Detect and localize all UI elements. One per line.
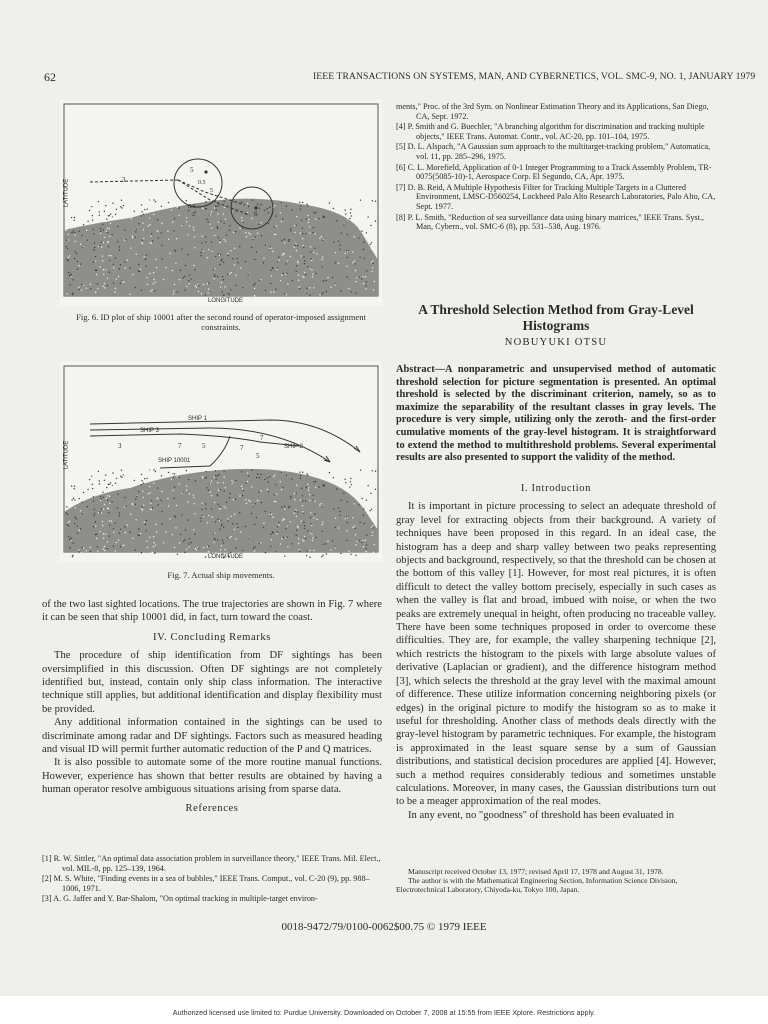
figure-7: [60, 362, 382, 562]
article-author: NOBUYUKI OTSU: [504, 337, 608, 348]
reference-item: [1] R. W. Sittler, "An optimal data association problem in surveillance theory," IEEE Trans. Mil. Elect., vol. MIL-8, pp. 125–139, 1964.: [42, 854, 381, 873]
authorization-notice: Authorized licensed use limited to: Purdue University. Downloaded on October 7, 2008 at 15:55 from IEEE Xplore. Restrictions apply.: [172, 1008, 596, 1017]
figure-6-plot: [60, 100, 382, 306]
figure-6-caption: Fig. 6. ID plot of ship 10001 after the second round of operator-imposed assignment constraints.: [76, 312, 366, 332]
footnote: The author is with the Mathematical Engineering Section, Information Science Division, Electrotechnical Laboratory, Chiyoda-ku, Tokyo 100, Japan.: [396, 876, 678, 895]
left-column: [42, 598, 382, 820]
reference-item: [7] D. B. Reid, A Multiple Hypothesis Filter for Tracking Multiple Targets in a Cluttered Environment, LMSC-D560254, Lockheed Palo Alto Research Laboratories, Palo Alto, CA, Sept. 1977.: [396, 182, 716, 211]
figure-7-y-axis-label: LATITUDE: [63, 440, 70, 470]
section-iv-heading: IV. Concluding Remarks: [152, 631, 272, 643]
figure-6-point-label: 3: [122, 176, 126, 184]
footnote: Manuscript received October 13, 1977; revised April 17, 1978 and August 31, 1978.: [408, 867, 664, 876]
reference-item: [5] D. L. Alspach, "A Gaussian sum approach to the multitarget-tracking problem," Automatica, vol. 11, pp. 285–296, 1975.: [396, 142, 711, 161]
figure-6-y-axis-label: LATITUDE: [63, 178, 70, 208]
right-references: [396, 102, 716, 233]
reference-item: [6] C. L. Morefield, Application of 0-1 Integer Programming to a Track Assembly Problem, TR-0075(5085-10)-1, Aerospace Corp. El Segundo, CA, Apr. 1975.: [396, 162, 712, 182]
figure-7-point-label: 7: [260, 434, 264, 442]
article-abstract: Abstract—A nonparametric and unsupervised method of automatic threshold selection for picture segmentation is presented. An optimal threshold is selected by the discriminant criterion, namely, so as to maximize the separability of the resultant classes in gray levels. The procedure is very simple, utilizing only the zeroth- and the first-order cumulative moments of the gray-level histogram. It is straightforward to extend the method to multithreshold problems. Several experimental results are also presented to support the validity of the method.: [396, 364, 716, 464]
figure-6-x-axis-label: LONGITUDE: [208, 298, 244, 304]
figure-6-point-label: 5: [210, 188, 213, 194]
body-paragraph: It is also possible to automate some of the more routine manual functions. However, experience has shown that better results are obtained by having a human operator resolve ambiguous situations arising from sparse data.: [42, 757, 382, 796]
references-heading: References: [185, 802, 239, 814]
article-title: A Threshold Selection Method from Gray-Level Histograms: [418, 302, 694, 333]
figure-7-ship-label: SHIP 1: [188, 416, 207, 422]
figure-7-point-label: 7: [178, 442, 182, 450]
figure-6-point-label: 0.5: [188, 204, 196, 210]
body-paragraph: The procedure of ship identification from DF sightings has been oversimplified in this discussion. Often DF sightings are not completely identified but, instead, contain only ship class information. The interactive technique still applies, but additional identification and display flexibility must be provided.: [42, 650, 382, 715]
figure-7-ship-label: SHIP 10001: [158, 458, 191, 464]
figure-7-ship-label: SHIP 3: [140, 428, 159, 434]
figure-7-ship-label: SHIP 2: [284, 444, 303, 450]
figure-6-point-label: 6: [254, 210, 258, 218]
figure-7-caption: Fig. 7. Actual ship movements.: [167, 570, 275, 580]
body-paragraph: It is important in picture processing to select an adequate threshold of gray level for extracting objects from their background. A variety of techniques have been proposed in this regard. In an ideal case, the histogram has a deep and sharp valley between two peaks representing objects and background, respectively, so that the threshold can be chosen at the bottom of this valley [1]. However, for most real pictures, it is often difficult to detect the valley bottom precisely, especially in such cases as when the valley is flat and broad, imbued with noise, or when the two peaks are extremely unequal in height, often producing no traceable valley. There have been some techniques proposed in order to overcome these difficulties. They are, for example, the valley sharpening technique [2], which restricts the histogram to the pixels with large absolute values of derivative (Laplacian or gradient), and the difference histogram method [3], which selects the threshold at the gray level with the maximal amount of difference. These utilize information concerning neighboring pixels (or edges) in the original picture to modify the histogram so as to make it useful for thresholding. Another class of methods deals directly with the gray-level histogram by parametric techniques. For example, the histogram is approximated in the least square sense by a sum of Gaussian distributions, and statistical decision procedures are applied [4]. However, such a method requires considerably tedious and sometimes unstable calculations. Moreover, in many cases, the Gaussian distributions turn out to be a meager approximation of the real modes.: [396, 501, 716, 808]
figure-7-point-label: 5: [202, 442, 206, 450]
page-number: 62: [44, 70, 56, 84]
figure-7-x-axis-label: LONGITUDE: [208, 554, 244, 560]
figure-6-point-label: 2: [192, 212, 195, 218]
figure-6-point-label: 5: [190, 166, 194, 174]
copyright-line: 0018-9472/79/0100-0062$00.75 © 1979 IEEE: [281, 921, 487, 933]
section-i-heading: I. Introduction: [520, 483, 592, 494]
reference-item: [4] P. Smith and G. Buechler, "A branching algorithm for discrimination and tracking multiple objects," IEEE Trans. Automat. Contr., vol. AC-20, pp. 101–104, 1975.: [396, 122, 705, 141]
reference-item: [3] A. G. Jaffer and Y. Bar-Shalom, "On optimal tracking in multiple-target environ-: [42, 894, 318, 904]
continuation-paragraph: of the two last sighted locations. The true trajectories are shown in Fig. 7 where it can be seen that ship 10001 did, in fact, turn toward the coast.: [42, 599, 382, 624]
running-head: IEEE TRANSACTIONS ON SYSTEMS, MAN, AND CYBERNETICS, VOL. SMC-9, NO. 1, JANUARY 1979: [313, 71, 756, 82]
figure-6: [60, 100, 382, 306]
body-paragraph: In any event, no "goodness" of threshold has been evaluated in: [408, 809, 675, 821]
body-paragraph: Any additional information contained in the sightings can be used to discriminate among radar and DF sightings. Factors such as measured heading and visual ID will permit further automatic reduction of the P and Q matrices.: [42, 717, 382, 756]
right-column: [396, 482, 716, 822]
figure-7-plot: [60, 362, 382, 562]
reference-item: ments," Proc. of the 3rd Sym. on Nonlinear Estimation Theory and its Applications, San Diego, CA, Sept. 1972.: [396, 102, 709, 121]
reference-item: [2] M. S. White, "Finding events in a sea of bubbles," IEEE Trans. Comput., vol. C-20 (9), pp. 988–1006, 1971.: [42, 874, 370, 893]
footnotes: [396, 867, 716, 895]
figure-7-point-label: 7: [172, 472, 176, 480]
figure-7-point-label: 7: [240, 444, 244, 452]
figure-7-point-label: 3: [118, 442, 122, 450]
figure-6-point-label: 0.5: [198, 180, 206, 186]
reference-item: [8] P. L. Smith, "Reduction of sea surveillance data using binary matrices," IEEE Trans. Syst., Man, Cybern., vol. SMC-6 (8), pp. 531–538, Aug. 1976.: [396, 212, 704, 232]
figure-7-point-label: 5: [256, 452, 260, 460]
left-references: [42, 854, 382, 905]
